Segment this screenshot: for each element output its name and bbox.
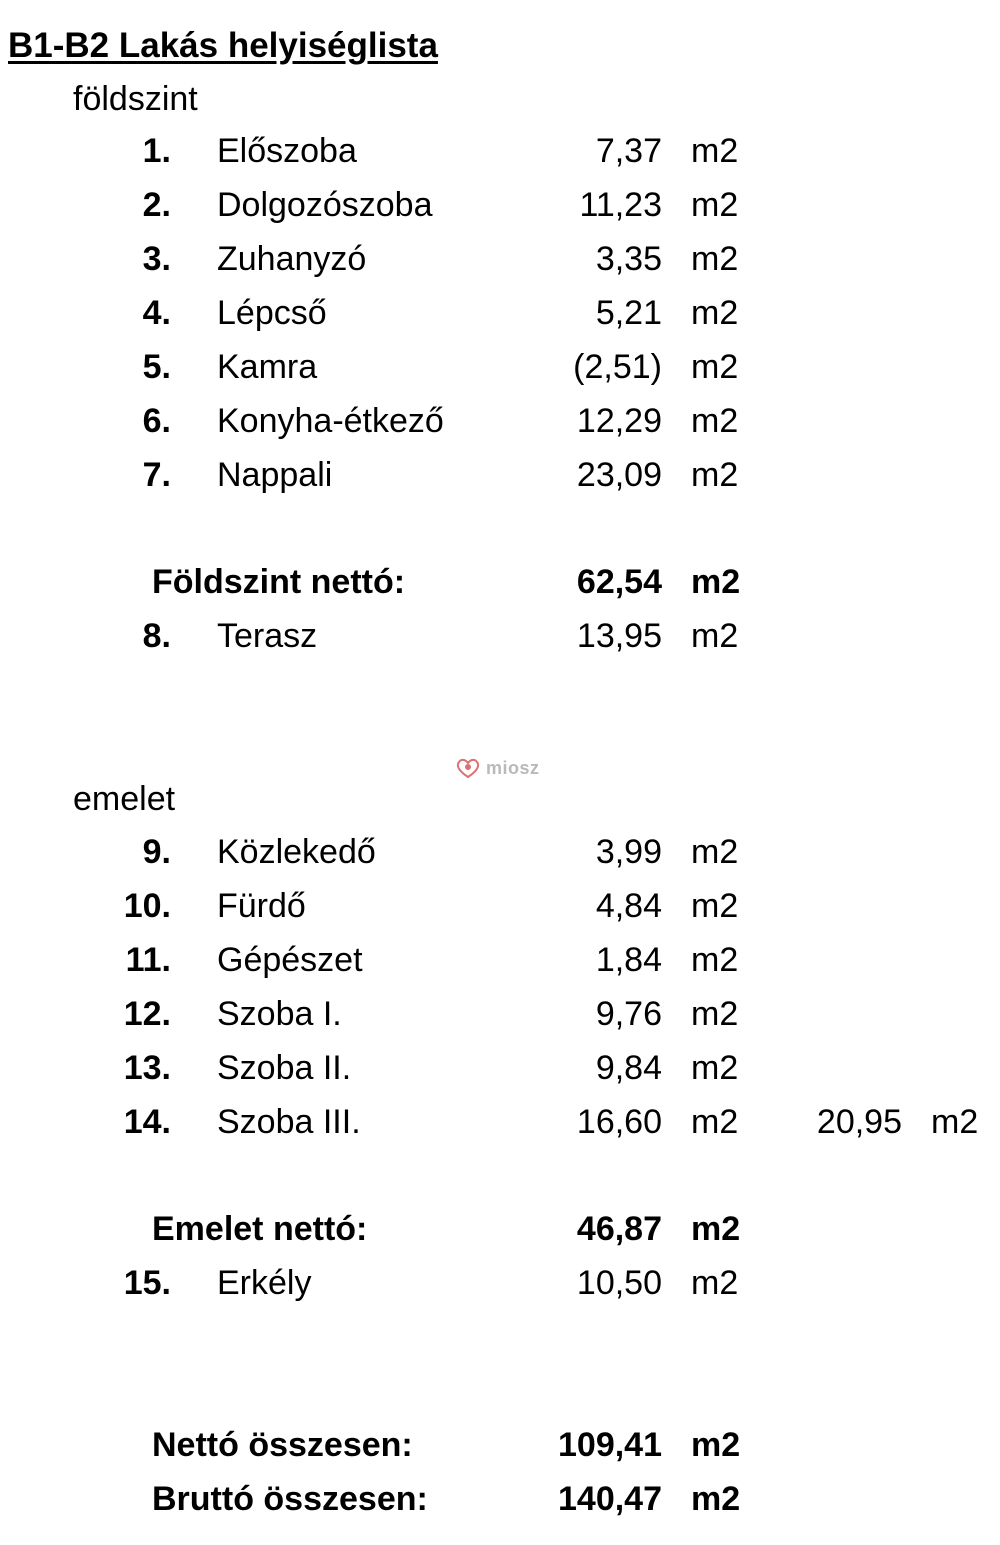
room-name: Gépészet (217, 941, 363, 979)
room-unit: m2 (691, 941, 739, 979)
room-name: Fürdő (217, 887, 306, 925)
room-name: Nappali (217, 456, 333, 494)
balcony-row (0, 1264, 1000, 1312)
room-row (0, 402, 1000, 450)
room-name: Konyha-étkező (217, 402, 444, 440)
room-area: (2,51) (573, 348, 662, 386)
room-area: 11,23 (579, 186, 662, 224)
room-area: 9,84 (595, 1049, 662, 1087)
room-unit: m2 (691, 617, 739, 655)
room-row (0, 348, 1000, 396)
room-unit: m2 (691, 186, 739, 224)
room-number: 14. (123, 1103, 171, 1141)
room-name: Szoba III. (217, 1103, 361, 1141)
room-name: Szoba I. (217, 995, 342, 1033)
room-unit: m2 (691, 1264, 739, 1302)
room-number: 6. (142, 402, 171, 440)
room-row (0, 186, 1000, 234)
net-total-label: Nettó összesen: (152, 1426, 413, 1464)
room-name: Szoba II. (217, 1049, 352, 1087)
room-number: 4. (142, 294, 171, 332)
room-row (0, 1049, 1000, 1097)
room-row (0, 941, 1000, 989)
room-unit: m2 (691, 456, 739, 494)
net-total-area: 109,41 (558, 1426, 662, 1464)
room-number: 7. (142, 456, 171, 494)
room-unit: m2 (691, 833, 739, 871)
net-total-row (0, 1426, 1000, 1474)
upper-net-label: Emelet nettó: (152, 1210, 368, 1248)
room-area: 7,37 (595, 132, 662, 170)
room-name: Előszoba (217, 132, 357, 170)
room-row (0, 887, 1000, 935)
room-area: 13,95 (576, 617, 662, 655)
ground-net-unit: m2 (691, 563, 741, 601)
room-number: 11. (125, 941, 171, 979)
section-heading-ground: földszint (73, 80, 198, 118)
room-area: 9,76 (595, 995, 662, 1033)
room-area: 5,21 (595, 294, 662, 332)
room-unit: m2 (691, 1049, 739, 1087)
room-number: 15. (123, 1264, 171, 1302)
room-row (0, 833, 1000, 881)
room-number: 1. (142, 132, 171, 170)
terrace-row (0, 617, 1000, 665)
room-area: 10,50 (576, 1264, 662, 1302)
room-name: Dolgozószoba (217, 186, 433, 224)
net-total-unit: m2 (691, 1426, 741, 1464)
room-number: 5. (142, 348, 171, 386)
room-number: 9. (142, 833, 171, 871)
room-row (0, 132, 1000, 180)
room-number: 12. (123, 995, 171, 1033)
room-unit: m2 (691, 348, 739, 386)
room-area: 12,29 (576, 402, 662, 440)
document-title: B1-B2 Lakás helyiséglista (8, 26, 438, 65)
room-name: Erkély (217, 1264, 312, 1302)
room-area: 3,35 (595, 240, 662, 278)
room-row (0, 456, 1000, 504)
room-area: 23,09 (576, 456, 662, 494)
gross-total-area: 140,47 (558, 1480, 662, 1518)
watermark (455, 757, 540, 779)
room-name: Terasz (217, 617, 318, 655)
room-row (0, 995, 1000, 1043)
ground-net-row (0, 563, 1000, 611)
room-extra-area: 20,95 (816, 1103, 902, 1141)
room-number: 10. (123, 887, 171, 925)
gross-total-row (0, 1480, 1000, 1528)
room-unit: m2 (691, 294, 739, 332)
room-area: 4,84 (595, 887, 662, 925)
room-area: 16,60 (576, 1103, 662, 1141)
room-name: Közlekedő (217, 833, 376, 871)
room-unit: m2 (691, 1103, 739, 1141)
room-number: 3. (142, 240, 171, 278)
miosz-logo-icon (455, 757, 481, 779)
section-heading-upper: emelet (73, 780, 176, 818)
upper-net-row (0, 1210, 1000, 1258)
room-area: 1,84 (595, 941, 662, 979)
room-unit: m2 (691, 995, 739, 1033)
room-number: 13. (123, 1049, 171, 1087)
ground-net-label: Földszint nettó: (152, 563, 406, 601)
room-row (0, 1103, 1000, 1151)
room-unit: m2 (691, 132, 739, 170)
room-name: Kamra (217, 348, 318, 386)
upper-net-area: 46,87 (576, 1210, 662, 1248)
ground-net-area: 62,54 (576, 563, 662, 601)
room-unit: m2 (691, 240, 739, 278)
room-number: 8. (142, 617, 171, 655)
gross-total-label: Bruttó összesen: (152, 1480, 428, 1518)
room-area: 3,99 (595, 833, 662, 871)
room-extra-unit: m2 (931, 1103, 979, 1141)
room-row (0, 240, 1000, 288)
room-name: Lépcső (217, 294, 327, 332)
watermark-text: miosz (486, 757, 540, 778)
room-number: 2. (142, 186, 171, 224)
room-unit: m2 (691, 402, 739, 440)
room-row (0, 294, 1000, 342)
gross-total-unit: m2 (691, 1480, 741, 1518)
room-name: Zuhanyzó (217, 240, 367, 278)
room-unit: m2 (691, 887, 739, 925)
upper-net-unit: m2 (691, 1210, 741, 1248)
